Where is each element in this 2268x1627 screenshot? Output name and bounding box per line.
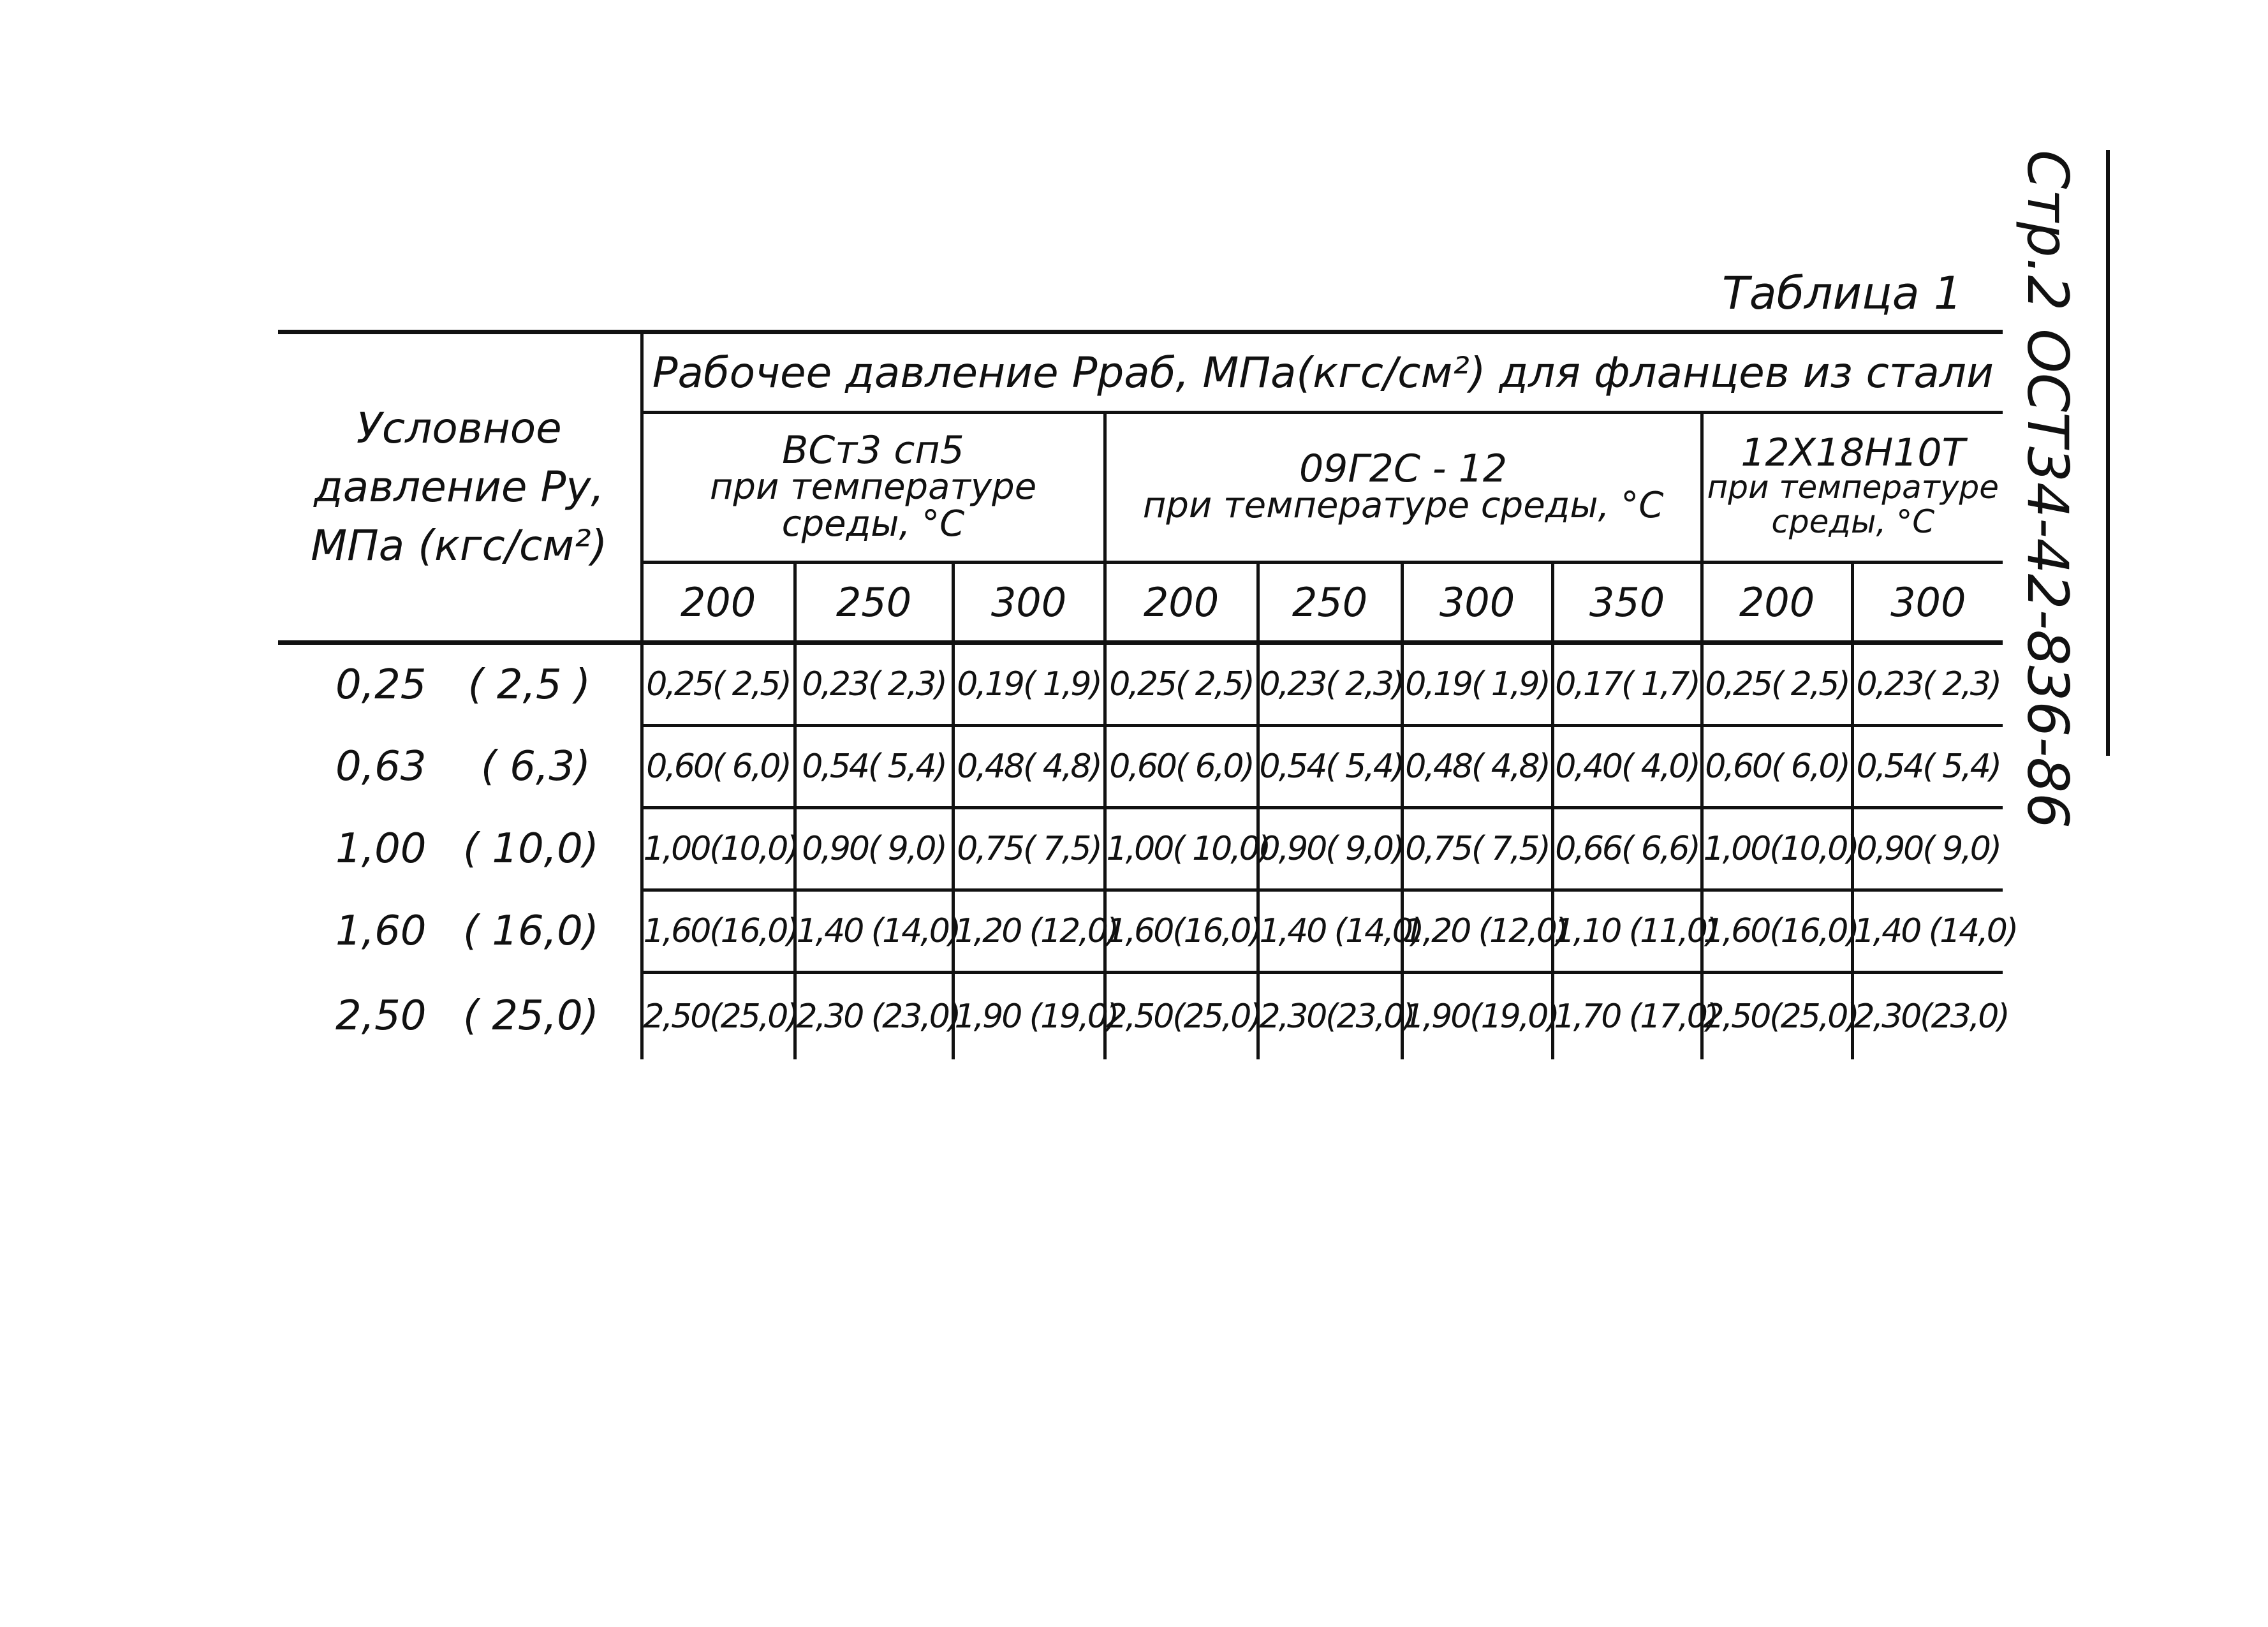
material-1-name: ВСт3 сп5	[782, 428, 964, 473]
table-cell: 0,90( 9,0)	[1852, 808, 2003, 890]
table-cell: 2,30(23,0)	[1258, 973, 1402, 1060]
page-stamp-text: Стр.2 ОСТ34-42-836-86	[2015, 150, 2080, 829]
table-cell: 0,90( 9,0)	[1258, 808, 1402, 890]
row-pn-kgf: ( 2,5 )	[468, 661, 591, 709]
table-cell: 0,54( 5,4)	[795, 726, 953, 808]
table-cell: 2,30 (23,0)	[795, 973, 953, 1060]
header-material-2	[1105, 413, 1702, 563]
table-cell: 1,40 (14,0)	[795, 890, 953, 973]
row-pn: 2,50	[335, 992, 427, 1040]
table-cell: 1,60(16,0)	[642, 890, 795, 973]
temp-header: 250	[1258, 563, 1402, 643]
table-cell: 0,90( 9,0)	[795, 808, 953, 890]
table-row	[278, 890, 2003, 973]
table-cell: 1,70 (17,0)	[1552, 973, 1702, 1060]
material-2-subtitle: при температуре среды, °С	[1142, 485, 1664, 526]
row-pn-kgf: ( 16,0)	[463, 908, 599, 955]
material-2-name: 09Г2С - 12	[1299, 446, 1507, 491]
table-cell: 1,40 (14,0)	[1258, 890, 1402, 973]
temp-header: 300	[1852, 563, 2003, 643]
row-pn: 0,25	[335, 661, 427, 709]
page-stamp-rule	[2106, 150, 2110, 756]
table-cell: 2,50(25,0)	[1105, 973, 1258, 1060]
table-cell: 0,23( 2,3)	[795, 643, 953, 726]
row-pressure-label	[278, 890, 642, 973]
row-pressure-label	[278, 726, 642, 808]
row-pn-kgf: ( 25,0)	[463, 992, 599, 1040]
temp-header: 200	[1702, 563, 1852, 643]
table-caption: Таблица 1	[1722, 267, 1962, 320]
header-nominal-pressure: Условное давление Ру, МПа (кгс/см²)	[278, 332, 642, 643]
row-pn-kgf: ( 10,0)	[463, 825, 599, 872]
temp-header: 300	[953, 563, 1105, 643]
table-cell: 0,60( 6,0)	[1702, 726, 1852, 808]
material-1-subtitle: при температуре среды, °С	[709, 466, 1037, 545]
temp-header: 300	[1402, 563, 1552, 643]
table-cell: 1,00( 10,0)	[1105, 808, 1258, 890]
table-cell: 0,48( 4,8)	[953, 726, 1105, 808]
temp-header: 200	[1105, 563, 1258, 643]
table-cell: 1,60(16,0)	[1105, 890, 1258, 973]
temp-header: 350	[1552, 563, 1702, 643]
pressure-table	[278, 330, 2017, 1040]
table-cell: 0,23( 2,3)	[1852, 643, 2003, 726]
table-cell: 2,50(25,0)	[1702, 973, 1852, 1060]
table-cell: 1,90(19,0)	[1402, 973, 1552, 1060]
table-cell: 0,23( 2,3)	[1258, 643, 1402, 726]
table-row	[278, 808, 2003, 890]
material-3-name: 12Х18Н10Т	[1741, 431, 1966, 475]
table-cell: 0,75( 7,5)	[953, 808, 1105, 890]
table-cell: 0,54( 5,4)	[1852, 726, 2003, 808]
table-row	[278, 726, 2003, 808]
row-pn: 1,60	[335, 908, 427, 955]
temp-header: 250	[795, 563, 953, 643]
table-cell: 0,60( 6,0)	[642, 726, 795, 808]
table-cell: 0,19( 1,9)	[1402, 643, 1552, 726]
table-cell: 1,90 (19,0)	[953, 973, 1105, 1060]
table-cell: 1,20 (12,0)	[953, 890, 1105, 973]
table-cell: 0,25( 2,5)	[1702, 643, 1852, 726]
table-cell: 0,25( 2,5)	[642, 643, 795, 726]
table-cell: 1,60(16,0)	[1702, 890, 1852, 973]
table-cell: 0,40( 4,0)	[1552, 726, 1702, 808]
table-cell: 0,60( 6,0)	[1105, 726, 1258, 808]
temp-header: 200	[642, 563, 795, 643]
header-row-top	[278, 332, 2003, 413]
row-pn: 0,63	[335, 743, 427, 790]
table-cell: 1,00(10,0)	[642, 808, 795, 890]
table-cell: 0,54( 5,4)	[1258, 726, 1402, 808]
row-pressure-label	[278, 808, 642, 890]
row-pn-kgf: ( 6,3)	[480, 743, 591, 790]
row-pressure-label	[278, 643, 642, 726]
row-pn: 1,00	[335, 825, 427, 872]
table-row	[278, 643, 2003, 726]
page-stamp	[2015, 150, 2137, 829]
table-cell: 1,40 (14,0)	[1852, 890, 2003, 973]
header-working-pressure: Рабочее давление Рраб, МПа(кгс/см²) для фланцев из стали	[642, 332, 2003, 413]
header-material-3	[1702, 413, 2003, 563]
table-cell: 0,17( 1,7)	[1552, 643, 1702, 726]
table-cell: 1,20 (12,0)	[1402, 890, 1552, 973]
table-row	[278, 973, 2003, 1060]
table-cell: 0,75( 7,5)	[1402, 808, 1552, 890]
table-cell: 1,00(10,0)	[1702, 808, 1852, 890]
table-cell: 2,30(23,0)	[1852, 973, 2003, 1060]
table-cell: 1,10 (11,0)	[1552, 890, 1702, 973]
table-cell: 0,25( 2,5)	[1105, 643, 1258, 726]
table-cell: 2,50(25,0)	[642, 973, 795, 1060]
header-material-1	[642, 413, 1105, 563]
material-3-subtitle: при температуре среды, °С	[1707, 469, 1999, 540]
table-cell: 0,66( 6,6)	[1552, 808, 1702, 890]
table-cell: 0,19( 1,9)	[953, 643, 1105, 726]
row-pressure-label	[278, 973, 642, 1060]
table-cell: 0,48( 4,8)	[1402, 726, 1552, 808]
